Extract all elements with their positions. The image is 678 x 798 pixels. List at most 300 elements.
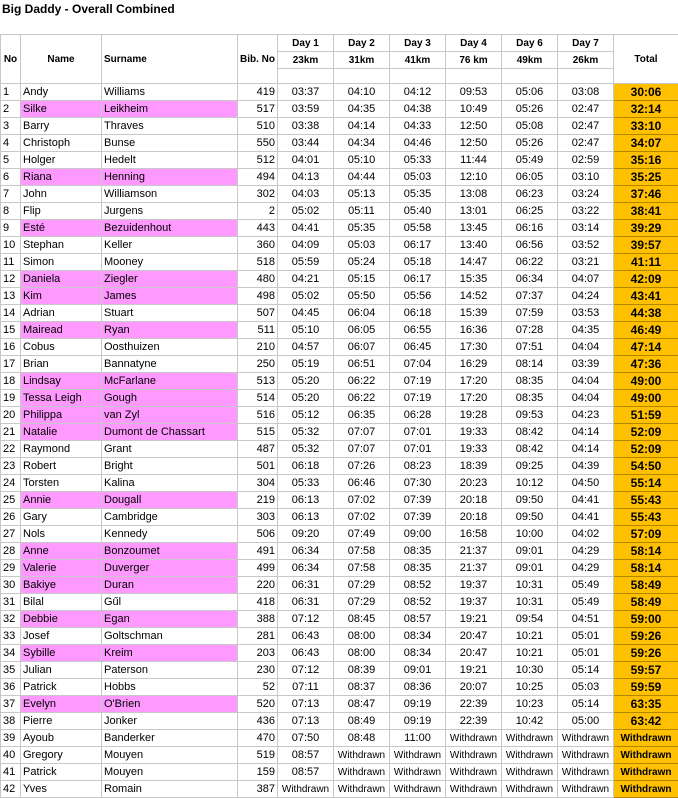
day-time: 08:00 [334, 645, 390, 662]
surname: Kalina [102, 475, 238, 492]
surname: Dumont de Chassart [102, 424, 238, 441]
row-number: 21 [1, 424, 21, 441]
first-name: Nols [21, 526, 102, 543]
row-number: 33 [1, 628, 21, 645]
surname: Hedelt [102, 152, 238, 169]
day-time: 05:13 [334, 186, 390, 203]
row-number: 38 [1, 713, 21, 730]
day-time: 05:49 [502, 152, 558, 169]
dist-day7: 26km [558, 52, 614, 69]
day-time: 07:49 [334, 526, 390, 543]
bib-number: 519 [238, 747, 278, 764]
row-number: 15 [1, 322, 21, 339]
table-row [1, 662, 678, 679]
row-number: 1 [1, 84, 21, 101]
first-name: Esté [21, 220, 102, 237]
day-time: 05:56 [390, 288, 446, 305]
surname: Keller [102, 237, 238, 254]
day-time: 06:18 [390, 305, 446, 322]
row-number: 4 [1, 135, 21, 152]
day-time: 09:19 [390, 713, 446, 730]
day-time: 08:42 [502, 424, 558, 441]
day-time: 19:21 [446, 611, 502, 628]
surname: Gough [102, 390, 238, 407]
day-time: 05:26 [502, 101, 558, 118]
day-time: 12:50 [446, 135, 502, 152]
day-time: Withdrawn [334, 747, 390, 764]
day-time: Withdrawn [558, 781, 614, 798]
bib-number: 491 [238, 543, 278, 560]
surname: James [102, 288, 238, 305]
blank-cell [502, 69, 558, 84]
day-time: 06:07 [334, 339, 390, 356]
bib-number: 487 [238, 441, 278, 458]
day-time: 06:05 [502, 169, 558, 186]
day-time: 07:39 [390, 509, 446, 526]
day-time: 06:51 [334, 356, 390, 373]
day-time: 07:13 [278, 713, 334, 730]
surname: Paterson [102, 662, 238, 679]
dist-day4: 76 km [446, 52, 502, 69]
total-time: 58:49 [614, 594, 678, 611]
total-time: 43:41 [614, 288, 678, 305]
first-name: Barry [21, 118, 102, 135]
day-time: Withdrawn [502, 730, 558, 747]
day-time: Withdrawn [334, 764, 390, 781]
day-time: 05:49 [558, 577, 614, 594]
day-time: 05:20 [278, 373, 334, 390]
day-time: 05:58 [390, 220, 446, 237]
day-time: 05:10 [278, 322, 334, 339]
bib-number: 302 [238, 186, 278, 203]
row-number: 23 [1, 458, 21, 475]
total-time: 58:49 [614, 577, 678, 594]
first-name: Mairead [21, 322, 102, 339]
table-row [1, 288, 678, 305]
surname: Hobbs [102, 679, 238, 696]
day-time: 18:39 [446, 458, 502, 475]
row-number: 2 [1, 101, 21, 118]
table-row [1, 577, 678, 594]
surname: Thraves [102, 118, 238, 135]
surname: Stuart [102, 305, 238, 322]
day-time: 08:47 [334, 696, 390, 713]
surname: Jonker [102, 713, 238, 730]
total-time: 59:59 [614, 679, 678, 696]
day-time: 07:02 [334, 492, 390, 509]
day-time: 05:01 [558, 645, 614, 662]
day-time: 09:25 [502, 458, 558, 475]
day-time: 15:39 [446, 305, 502, 322]
surname: Ziegler [102, 271, 238, 288]
day-time: 04:57 [278, 339, 334, 356]
day-time: 03:44 [278, 135, 334, 152]
table-row [1, 339, 678, 356]
table-row [1, 305, 678, 322]
day-time: 05:33 [278, 475, 334, 492]
first-name: Christoph [21, 135, 102, 152]
day-time: 08:39 [334, 662, 390, 679]
bib-number: 304 [238, 475, 278, 492]
results-body [1, 84, 678, 798]
table-row [1, 169, 678, 186]
bib-number: 159 [238, 764, 278, 781]
day-time: 04:07 [558, 271, 614, 288]
table-row [1, 594, 678, 611]
day-time: 04:46 [390, 135, 446, 152]
day-time: 08:14 [502, 356, 558, 373]
day-time: 13:01 [446, 203, 502, 220]
day-time: 15:35 [446, 271, 502, 288]
day-time: 03:39 [558, 356, 614, 373]
total-time: 32:14 [614, 101, 678, 118]
row-number: 22 [1, 441, 21, 458]
day-time: 07:58 [334, 560, 390, 577]
table-row [1, 475, 678, 492]
surname: Oosthuizen [102, 339, 238, 356]
day-time: 08:45 [334, 611, 390, 628]
day-time: 02:47 [558, 101, 614, 118]
first-name: Robert [21, 458, 102, 475]
total-time: 47:36 [614, 356, 678, 373]
col-header-day1: Day 1 [278, 35, 334, 52]
first-name: Julian [21, 662, 102, 679]
surname: Mouyen [102, 747, 238, 764]
day-time: 04:33 [390, 118, 446, 135]
total-time: 39:57 [614, 237, 678, 254]
day-time: 04:23 [558, 407, 614, 424]
day-time: 04:14 [558, 441, 614, 458]
surname: Bonzoumet [102, 543, 238, 560]
first-name: Brian [21, 356, 102, 373]
bib-number: 517 [238, 101, 278, 118]
day-time: 05:35 [390, 186, 446, 203]
surname: Bezuidenhout [102, 220, 238, 237]
table-row [1, 203, 678, 220]
surname: Grant [102, 441, 238, 458]
day-time: 04:12 [390, 84, 446, 101]
table-row [1, 747, 678, 764]
day-time: 19:37 [446, 594, 502, 611]
day-time: 06:05 [334, 322, 390, 339]
table-row [1, 628, 678, 645]
row-number: 40 [1, 747, 21, 764]
day-time: 03:10 [558, 169, 614, 186]
day-time: 05:14 [558, 662, 614, 679]
day-time: 04:41 [558, 492, 614, 509]
bib-number: 219 [238, 492, 278, 509]
day-time: Withdrawn [558, 764, 614, 781]
day-time: 05:40 [390, 203, 446, 220]
bib-number: 2 [238, 203, 278, 220]
first-name: Valerie [21, 560, 102, 577]
day-time: 09:01 [502, 543, 558, 560]
surname: O'Brien [102, 696, 238, 713]
total-time: Withdrawn [614, 764, 678, 781]
surname: Dougall [102, 492, 238, 509]
day-time: 04:34 [334, 135, 390, 152]
col-header-day3: Day 3 [390, 35, 446, 52]
day-time: 04:24 [558, 288, 614, 305]
day-time: 07:59 [502, 305, 558, 322]
day-time: 19:33 [446, 441, 502, 458]
bib-number: 52 [238, 679, 278, 696]
day-time: 05:02 [278, 203, 334, 220]
day-time: 04:50 [558, 475, 614, 492]
table-row [1, 492, 678, 509]
day-time: 20:23 [446, 475, 502, 492]
day-time: Withdrawn [446, 730, 502, 747]
row-number: 31 [1, 594, 21, 611]
first-name: Philippa [21, 407, 102, 424]
day-time: 03:24 [558, 186, 614, 203]
day-time: 07:26 [334, 458, 390, 475]
day-time: 05:26 [502, 135, 558, 152]
day-time: Withdrawn [558, 730, 614, 747]
first-name: Anne [21, 543, 102, 560]
bib-number: 518 [238, 254, 278, 271]
day-time: 13:40 [446, 237, 502, 254]
day-time: 06:43 [278, 628, 334, 645]
bib-number: 250 [238, 356, 278, 373]
day-time: 06:17 [390, 271, 446, 288]
day-time: 06:25 [502, 203, 558, 220]
day-time: Withdrawn [446, 781, 502, 798]
day-time: 13:45 [446, 220, 502, 237]
day-time: 04:04 [558, 373, 614, 390]
day-time: 02:59 [558, 152, 614, 169]
first-name: John [21, 186, 102, 203]
total-time: 38:41 [614, 203, 678, 220]
total-time: 58:14 [614, 543, 678, 560]
day-time: 19:28 [446, 407, 502, 424]
day-time: 10:25 [502, 679, 558, 696]
first-name: Stephan [21, 237, 102, 254]
day-time: 06:34 [278, 560, 334, 577]
col-header-name: Name [21, 35, 102, 84]
first-name: Andy [21, 84, 102, 101]
col-header-day2: Day 2 [334, 35, 390, 52]
day-time: 05:03 [390, 169, 446, 186]
surname: Duran [102, 577, 238, 594]
day-time: 05:06 [502, 84, 558, 101]
day-time: 14:52 [446, 288, 502, 305]
day-time: 08:35 [502, 373, 558, 390]
day-time: 04:45 [278, 305, 334, 322]
day-time: 08:35 [390, 543, 446, 560]
first-name: Patrick [21, 679, 102, 696]
day-time: 09:50 [502, 492, 558, 509]
bib-number: 499 [238, 560, 278, 577]
day-time: 05:00 [558, 713, 614, 730]
day-time: 05:49 [558, 594, 614, 611]
day-time: 04:14 [334, 118, 390, 135]
row-number: 19 [1, 390, 21, 407]
blank-row [0, 18, 678, 34]
day-time: 08:35 [502, 390, 558, 407]
table-row [1, 407, 678, 424]
day-time: 04:04 [558, 339, 614, 356]
first-name: Adrian [21, 305, 102, 322]
surname: Bunse [102, 135, 238, 152]
day-time: 05:03 [558, 679, 614, 696]
table-row [1, 781, 678, 798]
table-row [1, 424, 678, 441]
day-time: 09:50 [502, 509, 558, 526]
day-time: 09:01 [390, 662, 446, 679]
day-time: 08:37 [334, 679, 390, 696]
surname: Banderker [102, 730, 238, 747]
bib-number: 550 [238, 135, 278, 152]
first-name: Annie [21, 492, 102, 509]
first-name: Evelyn [21, 696, 102, 713]
first-name: Simon [21, 254, 102, 271]
table-row [1, 271, 678, 288]
bib-number: 520 [238, 696, 278, 713]
row-number: 13 [1, 288, 21, 305]
day-time: 04:29 [558, 543, 614, 560]
day-time: 07:02 [334, 509, 390, 526]
total-time: 41:11 [614, 254, 678, 271]
day-time: 04:09 [278, 237, 334, 254]
day-time: 04:35 [558, 322, 614, 339]
day-time: 03:08 [558, 84, 614, 101]
day-time: Withdrawn [278, 781, 334, 798]
day-time: 07:30 [390, 475, 446, 492]
day-time: 06:56 [502, 237, 558, 254]
total-time: 49:00 [614, 373, 678, 390]
day-time: 04:39 [558, 458, 614, 475]
day-time: 05:03 [334, 237, 390, 254]
day-time: Withdrawn [502, 781, 558, 798]
row-number: 10 [1, 237, 21, 254]
surname: Mooney [102, 254, 238, 271]
row-number: 36 [1, 679, 21, 696]
row-number: 26 [1, 509, 21, 526]
day-time: 07:11 [278, 679, 334, 696]
row-number: 29 [1, 560, 21, 577]
day-time: 20:18 [446, 509, 502, 526]
day-time: 04:29 [558, 560, 614, 577]
table-row [1, 135, 678, 152]
day-time: 10:31 [502, 577, 558, 594]
day-time: 06:45 [390, 339, 446, 356]
day-time: 05:59 [278, 254, 334, 271]
first-name: Gregory [21, 747, 102, 764]
day-time: 06:17 [390, 237, 446, 254]
day-time: 11:44 [446, 152, 502, 169]
total-time: 59:26 [614, 628, 678, 645]
day-time: Withdrawn [558, 747, 614, 764]
total-time: Withdrawn [614, 730, 678, 747]
total-time: 54:50 [614, 458, 678, 475]
surname: Leikheim [102, 101, 238, 118]
day-time: 08:49 [334, 713, 390, 730]
row-number: 3 [1, 118, 21, 135]
day-time: 04:35 [334, 101, 390, 118]
day-time: 06:23 [502, 186, 558, 203]
day-time: 07:39 [390, 492, 446, 509]
bib-number: 419 [238, 84, 278, 101]
col-header-day7: Day 7 [558, 35, 614, 52]
table-row [1, 84, 678, 101]
surname: Egan [102, 611, 238, 628]
day-time: 21:37 [446, 560, 502, 577]
bib-number: 511 [238, 322, 278, 339]
first-name: Kim [21, 288, 102, 305]
bib-number: 210 [238, 339, 278, 356]
day-time: 08:57 [278, 764, 334, 781]
day-time: Withdrawn [390, 781, 446, 798]
day-time: 05:32 [278, 441, 334, 458]
header-row [1, 35, 678, 52]
surname: Gűl [102, 594, 238, 611]
dist-day1: 23km [278, 52, 334, 69]
col-header-day6: Day 6 [502, 35, 558, 52]
day-time: 10:00 [502, 526, 558, 543]
surname: Ryan [102, 322, 238, 339]
day-time: 20:07 [446, 679, 502, 696]
surname: Bannatyne [102, 356, 238, 373]
day-time: 08:34 [390, 645, 446, 662]
day-time: 03:22 [558, 203, 614, 220]
day-time: 04:41 [558, 509, 614, 526]
row-number: 25 [1, 492, 21, 509]
row-number: 32 [1, 611, 21, 628]
day-time: 04:41 [278, 220, 334, 237]
total-time: 42:09 [614, 271, 678, 288]
day-time: 08:57 [278, 747, 334, 764]
table-row [1, 645, 678, 662]
day-time: 06:28 [390, 407, 446, 424]
day-time: 12:50 [446, 118, 502, 135]
dist-day3: 41km [390, 52, 446, 69]
row-number: 9 [1, 220, 21, 237]
day-time: 16:36 [446, 322, 502, 339]
table-row [1, 509, 678, 526]
total-time: 55:14 [614, 475, 678, 492]
table-row [1, 526, 678, 543]
total-time: Withdrawn [614, 781, 678, 798]
day-time: 06:22 [334, 390, 390, 407]
row-number: 24 [1, 475, 21, 492]
day-time: 03:14 [558, 220, 614, 237]
day-time: 07:28 [502, 322, 558, 339]
day-time: Withdrawn [446, 747, 502, 764]
day-time: 13:08 [446, 186, 502, 203]
row-number: 41 [1, 764, 21, 781]
row-number: 20 [1, 407, 21, 424]
day-time: 20:47 [446, 645, 502, 662]
bib-number: 203 [238, 645, 278, 662]
bib-number: 501 [238, 458, 278, 475]
total-time: 33:10 [614, 118, 678, 135]
day-time: 06:31 [278, 577, 334, 594]
day-time: 06:04 [334, 305, 390, 322]
surname: Kennedy [102, 526, 238, 543]
first-name: Bilal [21, 594, 102, 611]
day-time: 05:18 [390, 254, 446, 271]
day-time: 08:52 [390, 594, 446, 611]
day-time: 07:01 [390, 424, 446, 441]
day-time: Withdrawn [390, 747, 446, 764]
surname: Goltschman [102, 628, 238, 645]
surname: Henning [102, 169, 238, 186]
day-time: 06:35 [334, 407, 390, 424]
day-time: 05:35 [334, 220, 390, 237]
day-time: 11:00 [390, 730, 446, 747]
table-row [1, 152, 678, 169]
